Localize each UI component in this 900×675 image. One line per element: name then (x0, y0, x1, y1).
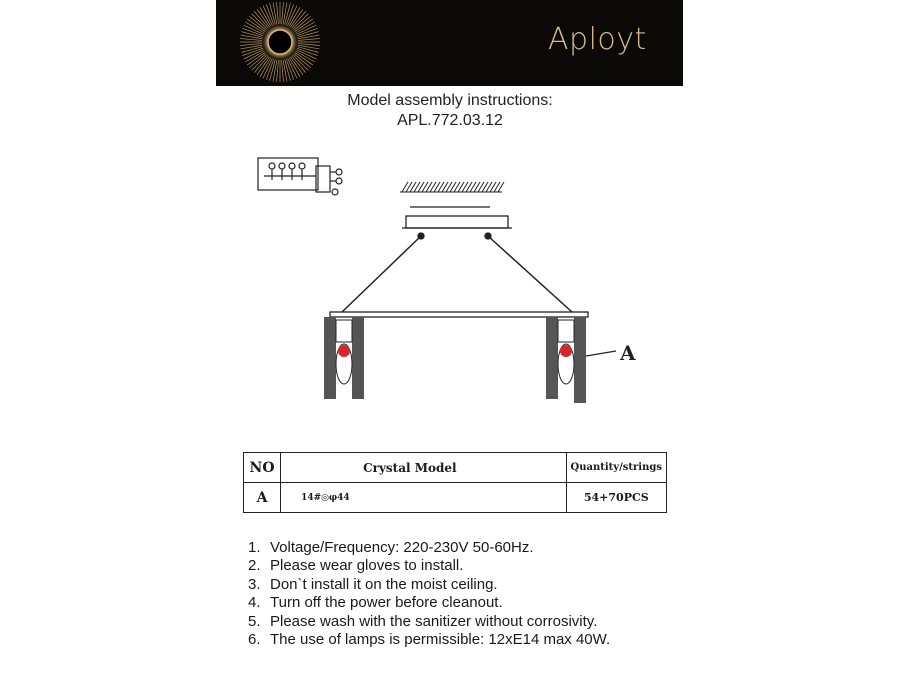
list-item: 3. Don`t install it on the moist ceiling. (248, 575, 498, 593)
row-no: A (244, 483, 281, 513)
list-item: 2. Please wear gloves to install. (248, 557, 464, 575)
model-number: APL.772.03.12 (397, 112, 503, 129)
table-row (244, 483, 667, 513)
brand-name: Aployt (548, 22, 647, 57)
brand-banner (216, 0, 683, 86)
mounting-bracket (402, 207, 512, 239)
wiring-terminal-icon (258, 158, 342, 195)
column-header-no: NO (244, 453, 281, 483)
row-quantity: 54+70PCS (566, 483, 666, 513)
suspension-cables (342, 236, 572, 312)
instruction-notes (248, 539, 610, 649)
table-header-row (244, 453, 667, 483)
page-title: Model assembly instructions: (347, 92, 553, 109)
list-item: 4. Turn off the power before cleanout. (248, 594, 503, 612)
assembly-diagram (250, 150, 670, 410)
part-label: A (620, 341, 636, 365)
list-item: 5. Please wash with the sanitizer without corrosivity. (248, 612, 598, 630)
parts-table (243, 452, 667, 513)
ceiling-hatch (400, 182, 504, 192)
column-header-model: Crystal Model (281, 453, 566, 483)
main-bar (330, 312, 588, 317)
label-pointer (586, 351, 616, 356)
column-header-quantity: Quantity/strings (566, 453, 666, 483)
left-lamp (324, 317, 364, 399)
right-lamp (546, 317, 586, 403)
row-model: 14#◎φ44 (281, 483, 566, 513)
list-item: 1. Voltage/Frequency: 220-230V 50-60Hz. (248, 539, 534, 556)
list-item: 6. The use of lamps is permissible: 12xE14 max 40W. (248, 631, 611, 649)
